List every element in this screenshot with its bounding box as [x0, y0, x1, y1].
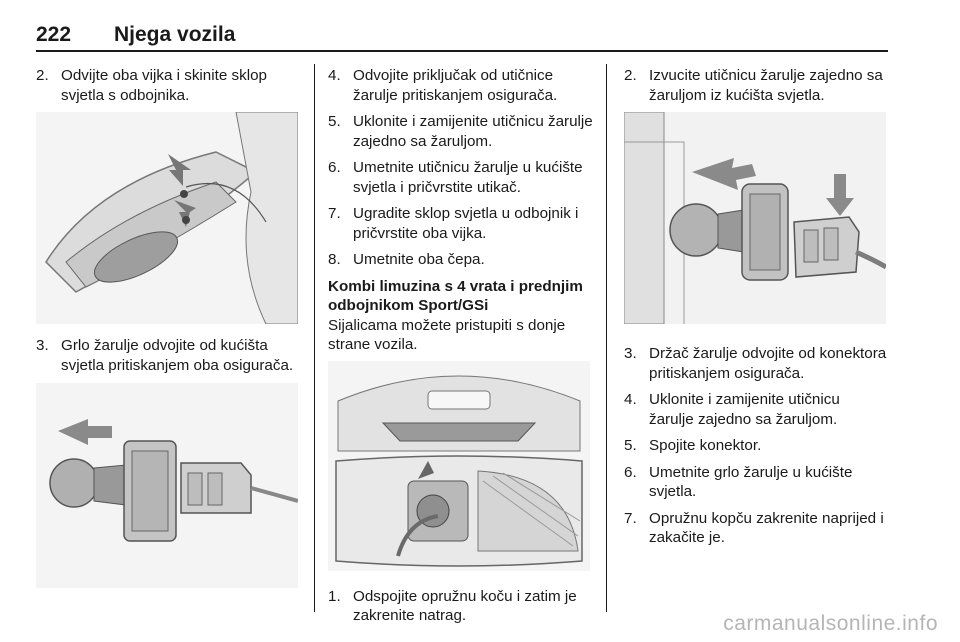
step-number: 6. — [624, 463, 637, 481]
step-number: 3. — [624, 345, 637, 362]
step-text: Umetnite utičnicu žarulje u kućište svjetla i pričvrstite utikač. — [353, 159, 583, 196]
figure-vehicle-underside — [328, 361, 590, 571]
figure-bulb-removal — [624, 112, 886, 324]
step-6-item — [328, 158, 594, 197]
bulb-holder-illustration — [36, 383, 298, 588]
chapter-title: Njega vozila — [114, 23, 236, 46]
step-text: Spojite konektor. — [649, 437, 762, 454]
step-text: Opružnu kopču zakrenite naprijed i zakačite je. — [649, 509, 884, 546]
step-text: Umetnite oba čepa. — [353, 251, 485, 268]
step-3-item — [624, 344, 888, 383]
step-text: Odvijte oba vijka i skinite sklop svjetla s odbojnika. — [61, 67, 267, 104]
step-4-item — [328, 66, 594, 105]
step-number: 5. — [624, 437, 637, 454]
column-3 — [624, 66, 888, 555]
step-number: 3. — [36, 337, 49, 354]
step-text: Umetnite grlo žarulje u kućište svjetla. — [649, 463, 853, 500]
column-2 — [328, 66, 594, 633]
step-2-item — [36, 66, 298, 105]
step-text: Uklonite i zamijenite utičnicu žarulje zajedno sa žaruljom. — [649, 391, 840, 428]
step-3-item — [36, 336, 298, 375]
section-subheading: Kombi limuzina s 4 vrata i prednjim odbojnikom Sport/GSi — [328, 277, 583, 314]
watermark: carmanualsonline.info — [723, 612, 938, 635]
step-5-item — [624, 436, 888, 456]
step-text: Izvucite utičnicu žarulje zajedno sa žaruljom iz kućišta svjetla. — [649, 67, 883, 104]
step-number: 2. — [624, 67, 637, 84]
page-header — [36, 21, 886, 51]
column-divider-2 — [606, 64, 607, 612]
step-4-item — [624, 390, 888, 429]
intro-paragraph: Sijalicama možete pristupiti s donje strane vozila. — [328, 316, 566, 353]
light-assembly-illustration — [36, 112, 298, 324]
step-text: Uklonite i zamijenite utičnicu žarulje zajedno sa žaruljom. — [353, 113, 593, 150]
column-1 — [36, 66, 298, 588]
step-number: 7. — [328, 205, 341, 222]
step-8-item — [328, 250, 594, 270]
step-number: 4. — [624, 391, 637, 408]
step-number: 4. — [328, 67, 341, 84]
step-7-item — [624, 509, 888, 548]
step-text: Odvojite priključak od utičnice žarulje pritiskanjem osigurača. — [353, 67, 558, 104]
step-text: Ugradite sklop svjetla u odbojnik i pričvrstite oba vijka. — [353, 205, 579, 242]
figure-light-assembly — [36, 112, 298, 324]
step-text: Držač žarulje odvojite od konektora pritiskanjem osigurača. — [649, 345, 887, 382]
step-5-item — [328, 112, 594, 151]
step-text: Odspojite opružnu koču i zatim je zakrenite natrag. — [353, 587, 577, 624]
step-6-item — [624, 463, 888, 502]
vehicle-underside-illustration — [328, 361, 590, 571]
step-number: 1. — [328, 587, 341, 605]
step-2-item — [624, 66, 888, 105]
step-number: 8. — [328, 251, 341, 268]
step-number: 7. — [624, 509, 637, 527]
step-7-item — [328, 204, 594, 243]
step-text: Grlo žarulje odvojite od kućišta svjetla pritiskanjem oba osigurača. — [61, 337, 294, 374]
step-1-item — [328, 587, 594, 626]
bulb-removal-illustration — [624, 112, 886, 324]
step-number: 5. — [328, 113, 341, 130]
step-number: 2. — [36, 67, 49, 84]
header-rule — [36, 50, 888, 52]
figure-bulb-holder — [36, 383, 298, 588]
step-number: 6. — [328, 159, 341, 176]
column-divider-1 — [314, 64, 315, 612]
page-number: 222 — [36, 23, 72, 46]
